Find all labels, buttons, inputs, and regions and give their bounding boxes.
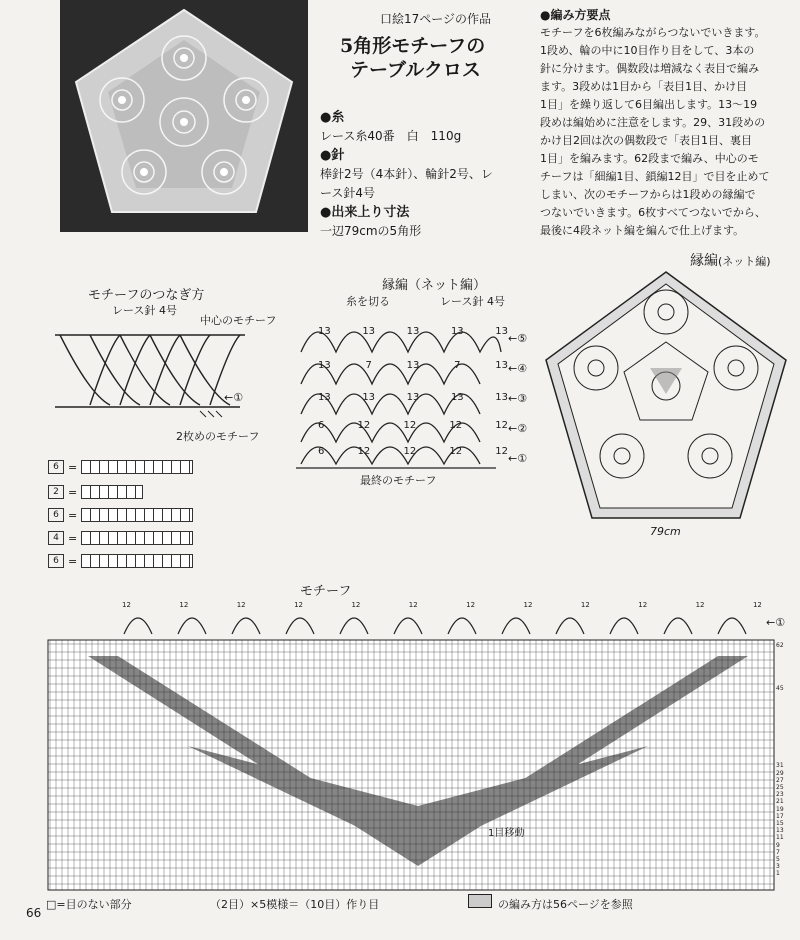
symbol-box: 6 — [48, 460, 64, 474]
edging-needle: レース針 4号 — [440, 295, 505, 308]
join-row-marker: ←① — [224, 391, 244, 404]
page-number: 66 — [26, 906, 42, 920]
count: 12 — [449, 420, 463, 431]
row-number: 29 — [776, 769, 784, 777]
loop-count: 12 — [695, 601, 705, 609]
instr-line: 1目」を編みます。62段まで編み、中心のモ — [540, 152, 759, 165]
row-marker: ←④ — [508, 362, 528, 375]
join-center-label: 中心のモチーフ — [200, 314, 277, 327]
chart-loop-counts — [122, 601, 762, 609]
loop-count: 12 — [752, 601, 762, 609]
edging-row-markers — [508, 324, 527, 474]
overview-title-text: 縁編 — [690, 253, 718, 269]
tablecloth-photo — [60, 0, 308, 232]
count: 12 — [357, 420, 371, 431]
row-number: 45 — [776, 685, 784, 693]
chart-row-marker: ←① — [766, 616, 786, 629]
symbol-row — [48, 460, 193, 474]
symbol-strip — [81, 508, 193, 522]
chart-move-note: 1目移動 — [488, 828, 525, 839]
count: 13 — [406, 326, 420, 337]
count: 13 — [450, 326, 464, 337]
row-number: 19 — [776, 805, 784, 813]
row-number: 17 — [776, 812, 784, 820]
edging-row-5 — [318, 326, 508, 337]
edging-row-4 — [318, 360, 508, 371]
size-heading: ●出来上り寸法 — [320, 205, 410, 220]
row-number: 27 — [776, 776, 784, 784]
instr-line: かけ目2回は次の偶数段で「表目1目、裏目 — [540, 134, 752, 147]
edging-cut-yarn: 糸を切る — [346, 295, 390, 308]
row-number: 23 — [776, 791, 784, 799]
join-second-label: 2枚めのモチーフ — [176, 430, 260, 443]
footer-repeat: （2目）×5模様＝（10目）作り目 — [210, 898, 380, 911]
count: 6 — [318, 420, 325, 431]
loop-count: 12 — [351, 601, 361, 609]
count: 6 — [318, 446, 325, 457]
instr-line: 1段め、輪の中に10目作り目をして、3本の — [540, 44, 755, 57]
edging-last-motif: 最終のモチーフ — [360, 474, 437, 487]
loop-count: 12 — [523, 601, 533, 609]
symbol-equals: = — [68, 531, 78, 545]
count: 12 — [449, 446, 463, 457]
count: 13 — [406, 360, 420, 371]
star-doily-image — [60, 0, 308, 232]
count: 12 — [495, 446, 508, 457]
symbol-row — [48, 508, 193, 522]
count: 7 — [365, 360, 372, 371]
join-needle: レース針 4号 — [112, 304, 177, 317]
symbol-equals: = — [68, 508, 78, 522]
footer-reference: の編み方は56ページを参照 — [498, 898, 633, 911]
row-number: 5 — [776, 856, 780, 864]
row-number: 9 — [776, 841, 780, 849]
instr-line: 最後に4段ネット編を編んで仕上げます。 — [540, 224, 745, 237]
instr-line: ます。3段めは1目から「表目1目、かけ目 — [540, 80, 748, 93]
row-number: 62 — [776, 642, 784, 649]
count: 12 — [495, 420, 508, 431]
symbol-row — [48, 531, 193, 545]
symbol-row — [48, 485, 143, 499]
loop-count: 12 — [236, 601, 246, 609]
symbol-box: 4 — [48, 531, 64, 545]
row-marker: ←③ — [508, 392, 528, 405]
instr-line: つないでいきます。6枚すべてつないでから、 — [540, 206, 766, 219]
overview-subtitle: (ネット編) — [718, 255, 771, 268]
yarn-text: レース糸40番 白 110g — [320, 129, 462, 143]
edging-title: 縁編（ネット編） — [382, 278, 487, 293]
instr-line: 針に分けます。偶数段は増減なく表目で編み — [540, 62, 760, 75]
row-number: 31 — [776, 762, 784, 770]
row-number: 21 — [776, 798, 784, 806]
row-marker: ←⑤ — [508, 332, 528, 345]
loop-count: 12 — [294, 601, 303, 609]
yarn-heading: ●糸 — [320, 110, 345, 125]
symbol-strip — [81, 554, 193, 568]
count: 13 — [450, 392, 464, 403]
footer-no-stitch: □=目のない部分 — [46, 898, 132, 911]
motif-chart — [38, 596, 788, 896]
symbol-box: 2 — [48, 485, 64, 499]
row-number: 7 — [776, 848, 780, 856]
count: 13 — [362, 392, 376, 403]
symbol-equals: = — [68, 460, 78, 474]
symbol-equals: = — [68, 554, 78, 568]
loop-count: 12 — [580, 601, 590, 609]
size-text: 一辺79cmの5角形 — [320, 224, 422, 238]
count: 13 — [495, 392, 508, 403]
overview-title — [690, 250, 771, 270]
loop-count: 12 — [408, 601, 418, 609]
symbol-strip — [81, 460, 193, 474]
materials-block — [320, 108, 493, 241]
count: 13 — [495, 360, 508, 371]
count: 13 — [318, 360, 331, 371]
row-number: 1 — [776, 870, 780, 878]
title-line-2: テーブルクロス — [350, 59, 481, 81]
instr-line: チーフは「細編1目、鎖編12目」で目を止めて — [540, 170, 770, 183]
symbol-strip — [81, 485, 143, 499]
instructions-heading: ●編み方要点 — [540, 8, 611, 22]
symbol-box: 6 — [48, 508, 64, 522]
loop-count: 12 — [638, 601, 648, 609]
count: 13 — [318, 392, 331, 403]
count: 13 — [362, 326, 376, 337]
row-number: 13 — [776, 827, 784, 835]
count: 12 — [357, 446, 371, 457]
loop-count: 12 — [179, 601, 189, 609]
row-number: 25 — [776, 784, 784, 792]
edging-row-2 — [318, 420, 508, 431]
instr-line: 段めは編始めに注意をします。29、31段めの — [540, 116, 766, 129]
instr-line: しまい、次のモチーフからは1段めの縁編で — [540, 188, 756, 201]
row-number: 15 — [776, 820, 784, 828]
chart-title: モチーフ — [300, 584, 352, 599]
instr-line: モチーフを6枚編みながらつないでいきます。 — [540, 26, 766, 39]
symbol-strip — [81, 531, 193, 545]
page-title — [340, 34, 485, 82]
join-title: モチーフのつなぎ方 — [88, 288, 205, 303]
instructions-block — [540, 6, 790, 240]
row-number: 3 — [776, 863, 780, 871]
symbol-equals: = — [68, 485, 78, 499]
title-line-1: 5角形モチーフの — [340, 35, 486, 57]
edging-row-3 — [318, 392, 508, 403]
count: 12 — [403, 420, 417, 431]
row-marker: ←① — [508, 452, 528, 465]
edging-row-1 — [318, 446, 508, 457]
chart-row-numbers — [776, 642, 796, 878]
page-reference: 口絵17ページの作品 — [380, 12, 492, 26]
overview-width: 79cm — [650, 525, 681, 538]
symbol-row — [48, 554, 193, 568]
loop-count: 12 — [466, 601, 476, 609]
symbol-box: 6 — [48, 554, 64, 568]
overview-diagram — [540, 268, 790, 528]
row-number: 11 — [776, 834, 784, 842]
needle-line-1: 棒針2号（4本針）、輪針2号、レ — [320, 167, 493, 181]
count: 7 — [454, 360, 461, 371]
join-diagram — [50, 325, 250, 425]
count: 12 — [403, 446, 417, 457]
needle-line-2: ース針4号 — [320, 186, 376, 200]
footer-symbol-icon — [468, 894, 492, 908]
instr-line: 1目」を繰り返して6目編出します。13〜19 — [540, 98, 758, 111]
count: 13 — [406, 392, 420, 403]
count: 13 — [318, 326, 331, 337]
row-marker: ←② — [508, 422, 528, 435]
loop-count: 12 — [122, 601, 131, 609]
needle-heading: ●針 — [320, 148, 345, 163]
count: 13 — [495, 326, 508, 337]
